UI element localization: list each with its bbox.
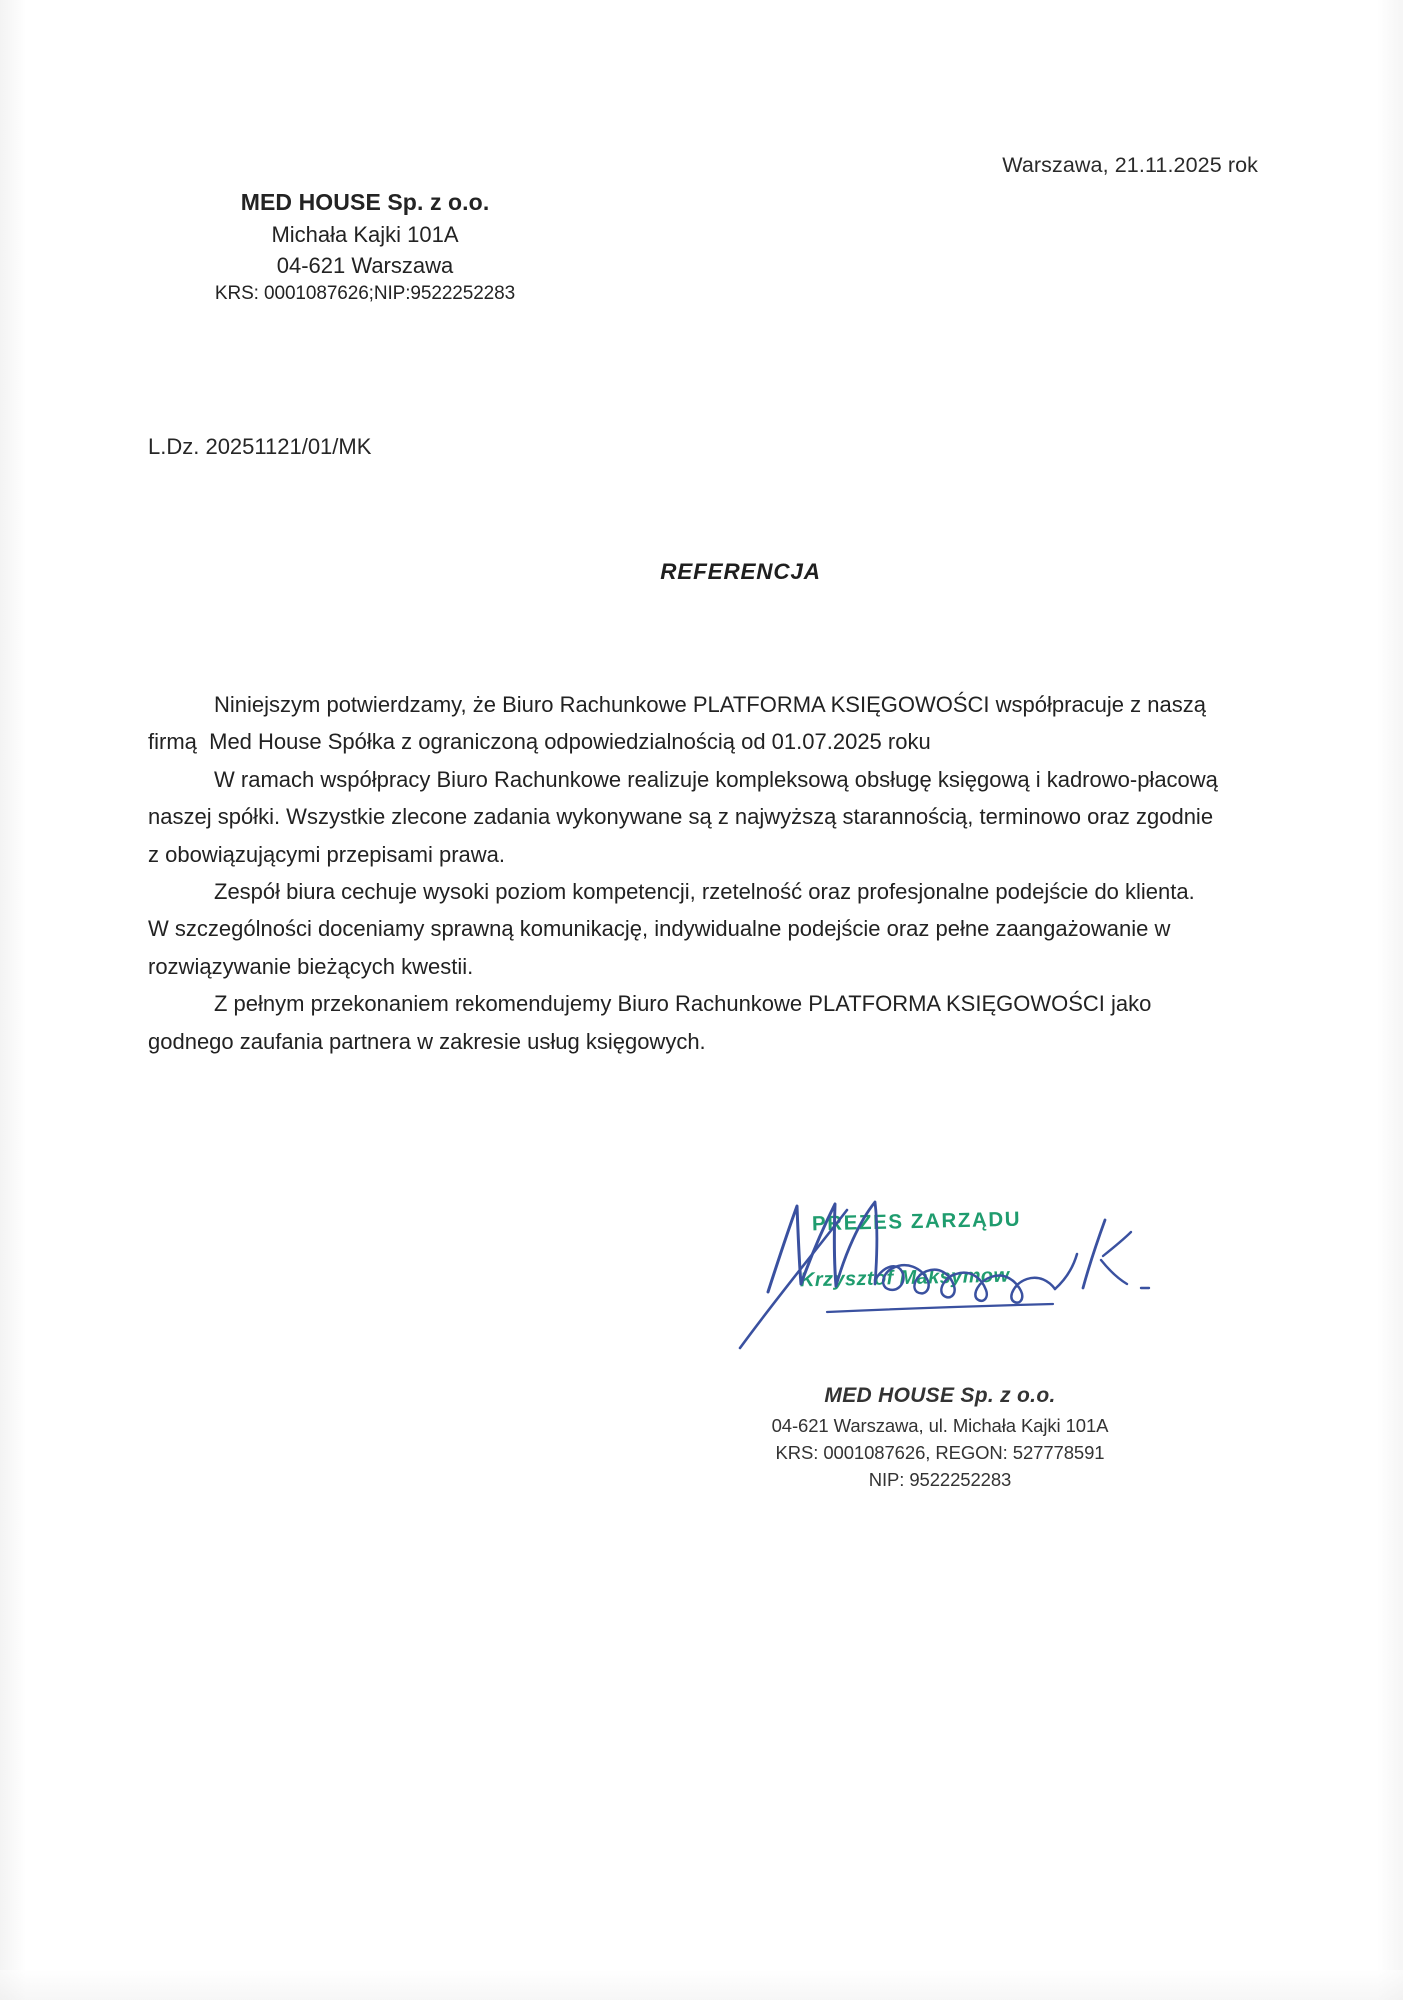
handwritten-signature	[735, 1180, 1155, 1350]
document-title: REFERENCJA	[660, 559, 821, 584]
sender-street: Michała Kajki 101A	[271, 221, 459, 247]
body-paragraph-4: Z pełnym przekonaniem rekomendujemy Biuro Rachunkowe PLATFORMA KSIĘGOWOŚCI jako godnego zaufania partnera w zakresie usług księgowych.	[148, 991, 1158, 1054]
sender-registration-ids: KRS: 0001087626;NIP:9522252283	[214, 283, 516, 305]
signature-stamp-role: PREZES ZARZĄDU	[811, 1207, 1022, 1236]
scan-edge-left	[0, 0, 26, 2000]
letter-body	[148, 686, 1225, 1060]
company-stamp-krs-regon: KRS: 0001087626, REGON: 527778591	[775, 1441, 1105, 1463]
date-line: Warszawa, 21.11.2025 rok	[1002, 153, 1258, 177]
signature-stamp-person-name: Krzysztof Maksymow	[799, 1264, 1010, 1292]
company-stamp-name: MED HOUSE Sp. z o.o.	[824, 1384, 1056, 1407]
company-stamp-nip: NIP: 9522252283	[868, 1468, 1012, 1490]
body-paragraph-1: Niniejszym potwierdzamy, że Biuro Rachunkowe PLATFORMA KSIĘGOWOŚCI współpracuje z naszą firmą Med House Spółka z ograniczoną odpowiedzialnością od 01.07.2025 roku	[148, 692, 1213, 755]
scan-edge-bottom	[0, 1970, 1403, 2000]
company-stamp-address: 04-621 Warszawa, ul. Michała Kajki 101A	[771, 1414, 1109, 1436]
body-paragraph-2: W ramach współpracy Biuro Rachunkowe realizuje kompleksową obsługę księgową i kadrowo-płacową naszej spółki. Wszystkie zlecone zadania wykonywane są z najwyższą starannością, terminowo oraz zgodnie z obowiązującymi przepisami prawa.	[148, 766, 1225, 867]
company-stamp-block	[680, 1381, 1200, 1493]
reference-number: L.Dz. 20251121/01/MK	[148, 434, 372, 459]
body-paragraph-3: Zespół biura cechuje wysoki poziom kompetencji, rzetelność oraz profesjonalne podejście do klienta. W szczególności doceniamy sprawną komunikację, indywidualne podejście oraz pełne zaangażowanie w rozwiązywanie bieżących kwestii.	[148, 879, 1201, 979]
sender-address-block	[155, 186, 575, 308]
sender-city: 04-621 Warszawa	[276, 252, 454, 278]
sender-company-name: MED HOUSE Sp. z o.o.	[240, 189, 490, 215]
scan-edge-right	[1377, 0, 1403, 2000]
